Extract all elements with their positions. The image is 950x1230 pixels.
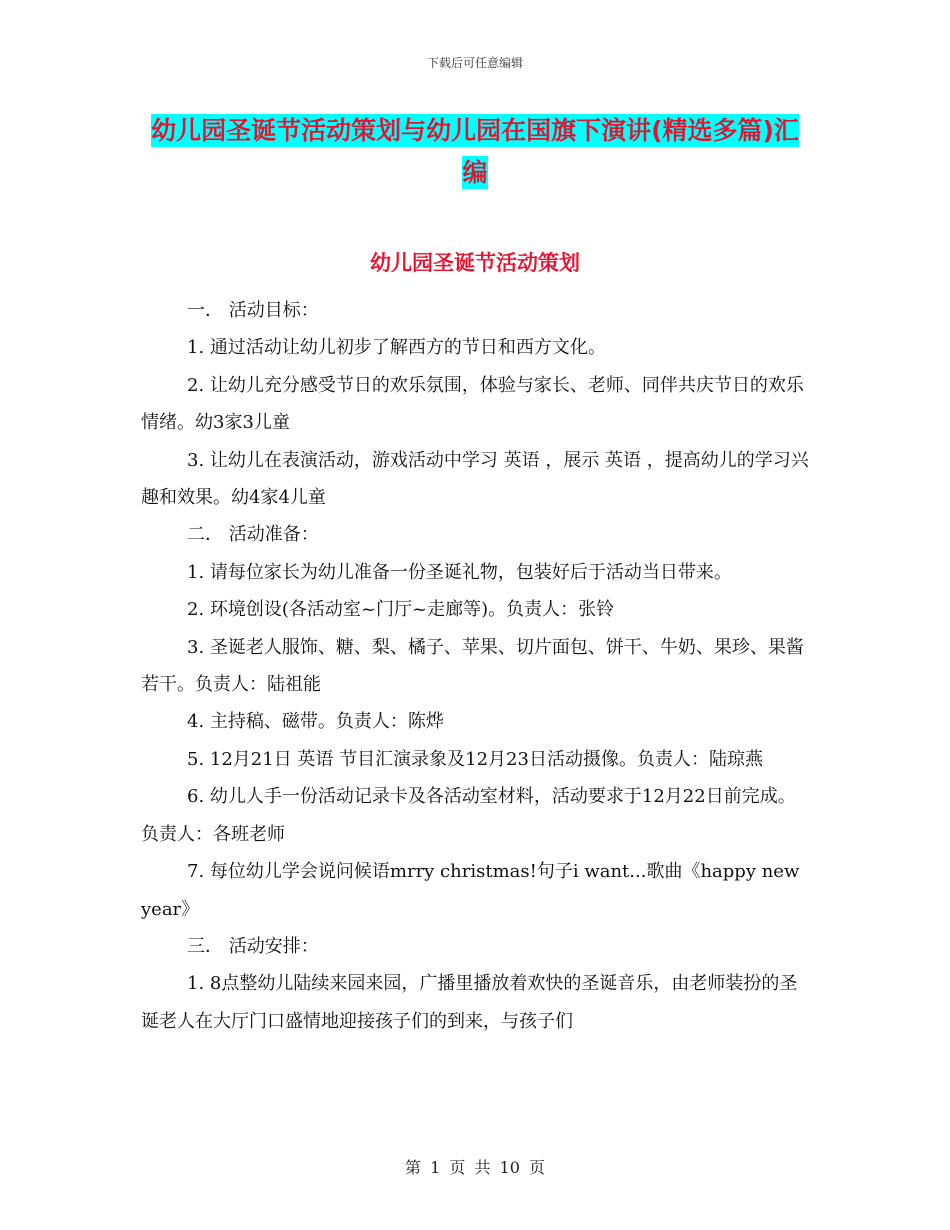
page-footer: 第 1 页 共 10 页 — [405, 1158, 545, 1177]
paragraph: 1. 请每位家长为幼儿准备一份圣诞礼物，包装好后于活动当日带来。 — [187, 561, 732, 583]
paragraph-heading-goals: 一． 活动目标： — [187, 300, 319, 321]
paragraph-heading-schedule: 三． 活动安排： — [187, 935, 319, 957]
section-title: 幼儿园圣诞节活动策划 — [370, 251, 580, 275]
page-header-note: 下载后可任意编辑 — [426, 56, 523, 70]
paragraph: 5. 12月21日 英语 节目汇演录象及12月23日活动摄像。负责人：陆琼燕 — [187, 748, 763, 770]
paragraph: 2. 让幼儿充分感受节日的欢乐氛围，体验与家长、老师、同伴共庆节日的欢乐情绪。幼3家3儿童 — [141, 374, 804, 434]
document-title-text: 幼儿园圣诞节活动策划与幼儿园在国旗下演讲(精选多篇)汇编 — [151, 116, 799, 187]
paragraph: 2. 环境创设(各活动室~门厅~走廊等)。负责人：张铃 — [187, 599, 615, 621]
paragraph: 7. 每位幼儿学会说问候语mrry christmas!句子i want...歌曲《happy new year》 — [141, 861, 800, 920]
paragraph: 1. 通过活动让幼儿初步了解西方的节日和西方文化。 — [187, 337, 606, 359]
document-title — [140, 110, 810, 194]
paragraph: 1. 8点整幼儿陆续来园来园，广播里播放着欢快的圣诞音乐，由老师装扮的圣诞老人在大厅门口盛情地迎接孩子们的到来，与孩子们 — [141, 973, 798, 1032]
paragraph: 6. 幼儿人手一份活动记录卡及各活动室材料，活动要求于12月22日前完成。负责人：各班老师 — [141, 786, 796, 845]
paragraph-heading-preparation: 二． 活动准备： — [187, 524, 319, 546]
paragraph: 3. 让幼儿在表演活动，游戏活动中学习 英语 ，展示 英语 ，提高幼儿的学习兴趣和效果。幼4家4儿童 — [141, 449, 809, 509]
paragraph: 3. 圣诞老人服饰、糖、梨、橘子、苹果、切片面包、饼干、牛奶、果珍、果酱若干。负责人：陆祖能 — [141, 636, 804, 696]
document-body — [141, 292, 811, 1040]
paragraph: 4. 主持稿、磁带。负责人：陈烨 — [187, 711, 444, 733]
